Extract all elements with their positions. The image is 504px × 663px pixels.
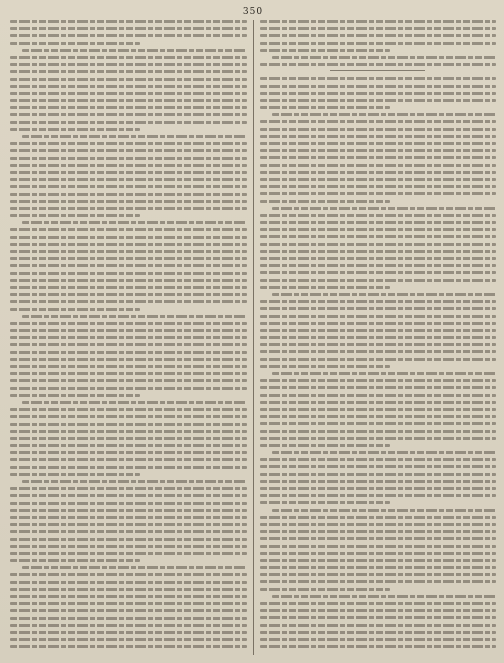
text-line [260, 77, 497, 80]
text-line [10, 379, 247, 382]
text-line [10, 336, 247, 339]
text-line [260, 415, 497, 418]
text-line [10, 121, 247, 124]
text-line [260, 545, 497, 548]
text-line [10, 602, 247, 605]
text-line [260, 559, 497, 562]
text-columns [10, 20, 496, 655]
text-line [22, 315, 247, 318]
text-line [260, 49, 390, 52]
text-line [10, 631, 247, 634]
text-line [10, 545, 247, 548]
text-line [22, 401, 247, 404]
text-line [10, 494, 247, 497]
text-line [260, 530, 497, 533]
text-line [260, 34, 497, 37]
text-line [260, 135, 497, 138]
text-line [260, 149, 497, 152]
text-line [260, 422, 497, 425]
text-line [10, 523, 247, 526]
text-line [10, 70, 247, 73]
text-line [10, 624, 247, 627]
text-line [260, 271, 497, 274]
text-line [260, 128, 497, 131]
text-line [260, 379, 497, 382]
text-line [260, 85, 497, 88]
text-line [10, 185, 247, 188]
text-line [260, 458, 497, 461]
text-line [260, 501, 390, 504]
text-line [260, 465, 497, 468]
text-line [10, 595, 247, 598]
text-line [260, 221, 497, 224]
text-line [272, 293, 497, 296]
text-line [10, 243, 247, 246]
text-line [260, 300, 497, 303]
text-line [260, 408, 497, 411]
text-line [10, 193, 247, 196]
text-line [272, 595, 497, 598]
text-line [260, 580, 497, 583]
text-line [260, 264, 497, 267]
text-line [10, 588, 247, 591]
text-line [10, 27, 247, 30]
text-line [10, 106, 247, 109]
text-line [10, 128, 140, 131]
text-line [260, 552, 497, 555]
text-line [10, 365, 247, 368]
text-line [10, 308, 140, 311]
text-line [260, 487, 497, 490]
text-line [10, 78, 247, 81]
text-line [260, 243, 497, 246]
text-line [260, 178, 497, 181]
text-line [10, 530, 247, 533]
text-line [260, 214, 497, 217]
text-line [260, 573, 497, 576]
text-line [260, 250, 497, 253]
text-line [260, 437, 497, 440]
text-line [10, 236, 247, 239]
text-line [272, 451, 497, 454]
text-line [260, 638, 497, 641]
text-line [10, 552, 247, 555]
text-line [260, 343, 497, 346]
text-line [260, 92, 497, 95]
text-line [10, 423, 247, 426]
text-line [272, 509, 497, 512]
text-line [10, 214, 140, 217]
text-line [260, 329, 497, 332]
text-line [260, 279, 497, 282]
text-line [260, 228, 497, 231]
text-line [10, 63, 247, 66]
text-line [10, 113, 247, 116]
text-line [22, 49, 247, 52]
text-line [260, 235, 497, 238]
text-line [10, 200, 247, 203]
text-line [272, 207, 497, 210]
text-line [10, 257, 247, 260]
text-line [10, 286, 247, 289]
text-line [260, 185, 497, 188]
text-line [10, 538, 247, 541]
text-line [10, 149, 247, 152]
text-line [10, 617, 247, 620]
text-line [260, 588, 390, 591]
text-line [260, 156, 497, 159]
text-line [10, 178, 247, 181]
text-line [10, 358, 247, 361]
text-line [260, 336, 497, 339]
text-line [10, 509, 247, 512]
text-line [272, 56, 497, 59]
text-line [10, 34, 247, 37]
text-line [10, 279, 247, 282]
text-line [260, 142, 497, 145]
text-line [10, 42, 140, 45]
text-line [10, 351, 247, 354]
text-line [10, 228, 247, 231]
text-line [10, 516, 247, 519]
text-line [10, 322, 247, 325]
text-line [22, 135, 247, 138]
text-line [10, 142, 247, 145]
text-line [260, 430, 497, 433]
text-line [272, 372, 497, 375]
text-line [260, 42, 497, 45]
text-line [260, 286, 390, 289]
text-line [260, 473, 497, 476]
text-line [10, 451, 247, 454]
text-line [22, 566, 247, 569]
text-line [10, 487, 247, 490]
text-line [260, 537, 497, 540]
text-line [260, 602, 497, 605]
text-line [260, 322, 497, 325]
text-line [10, 343, 247, 346]
text-line [260, 358, 497, 361]
text-column-left [10, 20, 253, 655]
text-line [10, 99, 247, 102]
text-line [10, 559, 140, 562]
text-line [10, 466, 247, 469]
text-line [260, 192, 497, 195]
section-divider [330, 70, 425, 71]
text-line [10, 415, 247, 418]
text-line [22, 221, 247, 224]
text-line [260, 365, 390, 368]
text-line [260, 631, 497, 634]
text-line [10, 20, 247, 23]
text-line [260, 386, 497, 389]
text-line [260, 257, 497, 260]
text-line [260, 171, 497, 174]
text-line [10, 171, 247, 174]
text-line [10, 300, 247, 303]
text-line [10, 272, 247, 275]
text-line [260, 394, 497, 397]
text-line [260, 401, 497, 404]
text-line [10, 502, 247, 505]
text-line [10, 56, 247, 59]
text-line [10, 394, 140, 397]
text-line [10, 85, 247, 88]
text-line [10, 207, 247, 210]
text-column-right [254, 20, 497, 655]
text-line [260, 523, 497, 526]
text-line [260, 63, 497, 66]
text-line [260, 120, 497, 123]
text-line [22, 480, 247, 483]
text-line [10, 573, 247, 576]
text-line [10, 609, 247, 612]
text-line [260, 516, 497, 519]
text-line [272, 113, 497, 116]
text-line [10, 372, 247, 375]
page-number: 350 [242, 7, 264, 17]
text-line [260, 480, 497, 483]
text-line [260, 99, 497, 102]
text-line [260, 566, 497, 569]
text-line [10, 164, 247, 167]
text-line [10, 638, 247, 641]
text-line [10, 408, 247, 411]
text-line [260, 200, 390, 203]
text-line [10, 581, 247, 584]
text-line [10, 430, 247, 433]
text-line [10, 329, 247, 332]
text-line [10, 92, 247, 95]
text-line [260, 444, 390, 447]
text-line [260, 106, 390, 109]
text-line [260, 645, 497, 648]
text-line [260, 27, 497, 30]
text-line [10, 437, 247, 440]
text-line [10, 387, 247, 390]
text-line [260, 350, 497, 353]
text-line [10, 293, 247, 296]
text-line [10, 157, 247, 160]
text-line [10, 458, 247, 461]
text-line [260, 315, 497, 318]
text-line [10, 250, 247, 253]
text-line [260, 624, 497, 627]
text-line [260, 164, 497, 167]
text-line [10, 645, 247, 648]
text-line [260, 616, 497, 619]
text-line [260, 494, 497, 497]
text-line [10, 444, 247, 447]
text-line [260, 609, 497, 612]
text-line [10, 264, 247, 267]
text-line [10, 473, 140, 476]
text-line [260, 20, 497, 23]
text-line [260, 307, 497, 310]
